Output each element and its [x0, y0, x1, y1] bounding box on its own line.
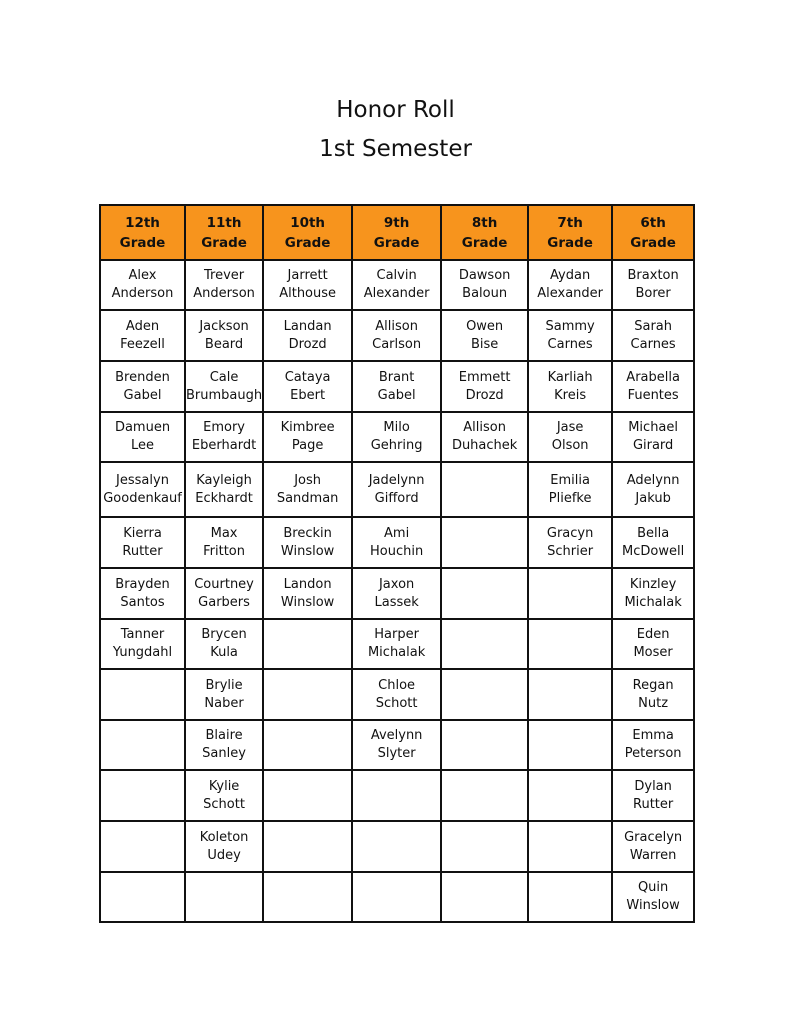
student-cell — [528, 720, 612, 770]
student-last-name: Moser — [633, 645, 673, 660]
grade-header-2 — [263, 205, 352, 260]
table-row — [100, 872, 694, 922]
student-last-name: Drozd — [288, 336, 327, 352]
student-first-name: Blaire — [205, 728, 243, 743]
student-cell — [528, 568, 612, 619]
student-cell — [185, 260, 263, 310]
grade-header-1 — [185, 205, 263, 260]
student-cell — [612, 669, 694, 720]
student-first-name: Dawson — [458, 268, 511, 283]
student-last-name: Carlson — [372, 336, 422, 352]
student-last-name: Houchin — [370, 543, 424, 559]
student-cell — [100, 821, 185, 872]
student-first-name: Breckin — [283, 525, 332, 541]
student-last-name: Bise — [470, 336, 499, 352]
student-cell — [352, 770, 441, 821]
table-row — [100, 310, 694, 361]
student-first-name: Kierra — [123, 525, 162, 541]
student-first-name: Sammy — [545, 318, 595, 334]
student-first-name: Trever — [204, 268, 245, 283]
student-cell — [528, 412, 612, 462]
student-cell — [612, 770, 694, 821]
student-cell — [100, 517, 185, 568]
student-cell — [185, 462, 263, 517]
grade-header-5 — [528, 205, 612, 260]
student-cell — [263, 310, 352, 361]
student-cell — [612, 517, 694, 568]
student-first-name: Kayleigh — [196, 472, 252, 488]
grade-header-number: 9th — [383, 214, 410, 231]
student-first-name: Emilia — [550, 472, 590, 488]
student-cell — [263, 619, 352, 669]
student-cell — [263, 462, 352, 517]
student-first-name: Emory — [203, 420, 245, 435]
student-cell — [528, 361, 612, 412]
student-cell — [612, 821, 694, 872]
student-last-name: Carnes — [630, 336, 676, 352]
student-first-name: Bella — [637, 525, 670, 541]
grade-header-4 — [441, 205, 528, 260]
table-row — [100, 568, 694, 619]
student-first-name: Brylie — [205, 677, 243, 693]
student-last-name: Borer — [635, 286, 671, 301]
student-last-name: Kula — [210, 645, 238, 660]
student-first-name: Harper — [374, 627, 419, 642]
page-title: Honor Roll — [336, 97, 455, 123]
student-last-name: Gifford — [374, 490, 419, 506]
grade-header-0 — [100, 205, 185, 260]
table-row — [100, 412, 694, 462]
table-row — [100, 821, 694, 872]
student-cell — [263, 361, 352, 412]
student-cell — [100, 462, 185, 517]
student-cell — [263, 669, 352, 720]
student-first-name: Kinzley — [629, 576, 677, 592]
student-last-name: Girard — [632, 438, 674, 453]
student-first-name: Quin — [637, 880, 669, 895]
student-last-name: Garbers — [198, 594, 250, 610]
student-last-name: Warren — [629, 847, 677, 863]
student-last-name: Rutter — [633, 796, 674, 812]
student-first-name: Emmett — [458, 369, 511, 385]
student-last-name: Sandman — [276, 490, 339, 506]
table-row — [100, 260, 694, 310]
student-first-name: Emma — [632, 728, 674, 743]
grade-header-label: Grade — [630, 234, 676, 251]
header-row — [100, 205, 694, 260]
student-last-name: Lee — [130, 438, 154, 453]
student-cell — [528, 872, 612, 922]
student-cell — [100, 568, 185, 619]
student-cell — [100, 361, 185, 412]
student-first-name: Calvin — [376, 268, 417, 283]
student-last-name: Peterson — [624, 746, 682, 761]
table-row — [100, 619, 694, 669]
student-first-name: Cale — [209, 369, 239, 385]
student-cell — [263, 260, 352, 310]
student-first-name: Dylan — [634, 778, 672, 794]
student-last-name: Drozd — [465, 387, 504, 403]
student-first-name: Sarah — [634, 318, 673, 334]
student-first-name: Michael — [628, 420, 679, 435]
student-cell — [441, 517, 528, 568]
student-cell — [441, 310, 528, 361]
table-row — [100, 669, 694, 720]
student-first-name: Jaxon — [378, 576, 415, 592]
student-cell — [185, 821, 263, 872]
student-cell — [352, 821, 441, 872]
student-first-name: Jackson — [199, 318, 249, 334]
student-first-name: Max — [210, 525, 238, 541]
student-last-name: Gehring — [370, 438, 423, 453]
student-first-name: Ami — [384, 525, 410, 541]
student-cell — [185, 720, 263, 770]
grade-header-label: Grade — [201, 234, 247, 251]
student-last-name: Anderson — [111, 286, 174, 301]
student-cell — [100, 412, 185, 462]
table-row — [100, 361, 694, 412]
student-first-name: Arabella — [626, 369, 680, 385]
grade-header-6 — [612, 205, 694, 260]
student-first-name: Regan — [632, 677, 674, 693]
grade-header-label: Grade — [119, 234, 166, 251]
student-first-name: Kimbree — [280, 420, 335, 435]
student-last-name: McDowell — [622, 543, 685, 559]
student-first-name: Eden — [636, 627, 670, 642]
student-last-name: Ebert — [290, 387, 326, 403]
student-first-name: Allison — [375, 318, 418, 334]
student-last-name: Udey — [207, 847, 241, 863]
student-cell — [100, 310, 185, 361]
student-cell — [352, 260, 441, 310]
student-cell — [185, 872, 263, 922]
student-cell — [100, 770, 185, 821]
grade-header-number: 7th — [557, 214, 583, 231]
student-first-name: Karliah — [547, 369, 593, 385]
student-cell — [612, 872, 694, 922]
student-first-name: Landan — [283, 318, 332, 334]
student-last-name: Gabel — [123, 387, 162, 403]
student-cell — [263, 720, 352, 770]
student-cell — [263, 517, 352, 568]
student-cell — [352, 619, 441, 669]
student-cell — [612, 310, 694, 361]
student-cell — [185, 412, 263, 462]
student-last-name: Michalak — [367, 645, 426, 660]
student-cell — [352, 310, 441, 361]
grade-header-label: Grade — [284, 234, 331, 251]
student-cell — [441, 568, 528, 619]
student-first-name: Courtney — [194, 576, 254, 592]
student-cell — [441, 770, 528, 821]
student-last-name: Lassek — [374, 594, 419, 610]
student-cell — [352, 361, 441, 412]
table-row — [100, 770, 694, 821]
student-first-name: Jase — [556, 420, 584, 435]
student-last-name: Kreis — [554, 387, 587, 403]
student-cell — [441, 462, 528, 517]
grade-header-label: Grade — [547, 234, 593, 251]
student-cell — [612, 720, 694, 770]
student-cell — [185, 310, 263, 361]
grade-header-number: 8th — [471, 214, 498, 231]
student-last-name: Page — [291, 438, 324, 453]
student-cell — [612, 568, 694, 619]
student-first-name: Owen — [466, 318, 504, 334]
student-cell — [528, 260, 612, 310]
student-last-name: Carnes — [547, 336, 593, 352]
student-first-name: Braxton — [627, 268, 679, 283]
student-last-name: Slyter — [377, 746, 416, 761]
student-cell — [612, 462, 694, 517]
student-cell — [612, 412, 694, 462]
student-cell — [441, 361, 528, 412]
student-cell — [441, 619, 528, 669]
student-last-name: Winslow — [280, 543, 335, 559]
student-first-name: Alex — [128, 268, 157, 283]
student-cell — [100, 619, 185, 669]
honor-roll-table — [99, 204, 695, 923]
student-last-name: Olson — [551, 438, 589, 453]
student-cell — [185, 361, 263, 412]
student-last-name: Naber — [204, 695, 244, 711]
student-last-name: Alexander — [537, 286, 604, 301]
student-cell — [441, 412, 528, 462]
student-last-name: Winslow — [626, 898, 680, 913]
student-first-name: Jadelynn — [368, 472, 425, 488]
student-first-name: Tanner — [120, 627, 165, 642]
grade-header-number: 6th — [640, 214, 666, 231]
table-row — [100, 720, 694, 770]
student-last-name: Fuentes — [627, 387, 679, 403]
student-last-name: Nutz — [638, 695, 669, 711]
student-first-name: Koleton — [199, 829, 249, 845]
student-first-name: Allison — [463, 420, 506, 435]
grade-header-label: Grade — [373, 234, 420, 251]
student-cell — [185, 770, 263, 821]
student-cell — [528, 310, 612, 361]
student-cell — [263, 770, 352, 821]
table-row — [100, 517, 694, 568]
student-cell — [352, 568, 441, 619]
student-first-name: Jarrett — [287, 268, 328, 283]
student-last-name: Brumbaugh — [186, 387, 263, 403]
grade-header-number: 10th — [290, 214, 326, 231]
student-last-name: Duhachek — [451, 438, 518, 453]
student-cell — [528, 517, 612, 568]
student-cell — [185, 669, 263, 720]
student-last-name: Pliefke — [548, 490, 592, 506]
table-body — [100, 260, 694, 922]
student-cell — [263, 821, 352, 872]
student-cell — [612, 260, 694, 310]
student-first-name: Landon — [283, 576, 332, 592]
student-first-name: Milo — [383, 420, 410, 435]
student-last-name: Michalak — [624, 594, 682, 610]
student-first-name: Damuen — [114, 420, 171, 435]
student-last-name: Yungdahl — [112, 645, 173, 660]
student-last-name: Schott — [375, 695, 418, 711]
student-first-name: Jessalyn — [116, 472, 169, 488]
student-cell — [185, 568, 263, 619]
student-last-name: Schrier — [547, 543, 594, 559]
student-first-name: Aydan — [550, 268, 591, 283]
student-cell — [528, 669, 612, 720]
student-cell — [263, 412, 352, 462]
student-last-name: Santos — [120, 594, 165, 610]
student-first-name: Aden — [125, 318, 160, 334]
student-first-name: Kylie — [208, 778, 240, 794]
student-first-name: Brycen — [201, 627, 247, 642]
student-cell — [441, 821, 528, 872]
student-last-name: Sanley — [202, 746, 246, 761]
student-first-name: Avelynn — [370, 728, 423, 743]
student-cell — [352, 517, 441, 568]
student-last-name: Alexander — [363, 286, 430, 301]
student-cell — [352, 669, 441, 720]
grade-header-label: Grade — [461, 234, 508, 251]
student-cell — [100, 669, 185, 720]
student-last-name: Eckhardt — [195, 490, 253, 506]
student-cell — [441, 260, 528, 310]
student-last-name: Jakub — [635, 490, 671, 506]
student-last-name: Fritton — [203, 543, 245, 559]
student-cell — [441, 669, 528, 720]
student-cell — [441, 720, 528, 770]
student-cell — [612, 619, 694, 669]
student-last-name: Goodenkauf — [103, 490, 182, 506]
student-cell — [352, 872, 441, 922]
student-first-name: Josh — [294, 472, 322, 488]
student-cell — [352, 412, 441, 462]
grade-header-number: 12th — [125, 214, 160, 231]
student-last-name: Beard — [204, 336, 244, 352]
student-first-name: Cataya — [284, 369, 331, 385]
student-last-name: Eberhardt — [191, 438, 257, 453]
student-first-name: Gracyn — [546, 525, 594, 541]
student-last-name: Schott — [203, 796, 245, 812]
student-cell — [528, 821, 612, 872]
student-first-name: Adelynn — [626, 472, 680, 488]
student-cell — [441, 872, 528, 922]
student-first-name: Chloe — [378, 677, 416, 693]
student-last-name: Feezell — [120, 336, 165, 352]
student-cell — [528, 770, 612, 821]
student-cell — [100, 260, 185, 310]
student-first-name: Gracelyn — [624, 829, 683, 845]
grade-header-number: 11th — [206, 214, 242, 231]
student-cell — [352, 720, 441, 770]
student-first-name: Brenden — [115, 369, 170, 385]
student-cell — [100, 720, 185, 770]
student-cell — [263, 872, 352, 922]
student-cell — [100, 872, 185, 922]
student-cell — [528, 462, 612, 517]
student-first-name: Brant — [378, 369, 415, 385]
student-cell — [612, 361, 694, 412]
student-cell — [185, 517, 263, 568]
student-cell — [263, 568, 352, 619]
student-last-name: Winslow — [280, 594, 335, 610]
table-row — [100, 462, 694, 517]
student-cell — [352, 462, 441, 517]
page-subtitle: 1st Semester — [319, 136, 472, 162]
student-last-name: Althouse — [279, 286, 337, 301]
student-cell — [185, 619, 263, 669]
student-last-name: Baloun — [462, 286, 508, 301]
student-first-name: Brayden — [115, 576, 170, 592]
student-cell — [528, 619, 612, 669]
grade-header-3 — [352, 205, 441, 260]
student-last-name: Anderson — [193, 286, 255, 301]
student-last-name: Rutter — [122, 543, 163, 559]
student-last-name: Gabel — [377, 387, 416, 403]
